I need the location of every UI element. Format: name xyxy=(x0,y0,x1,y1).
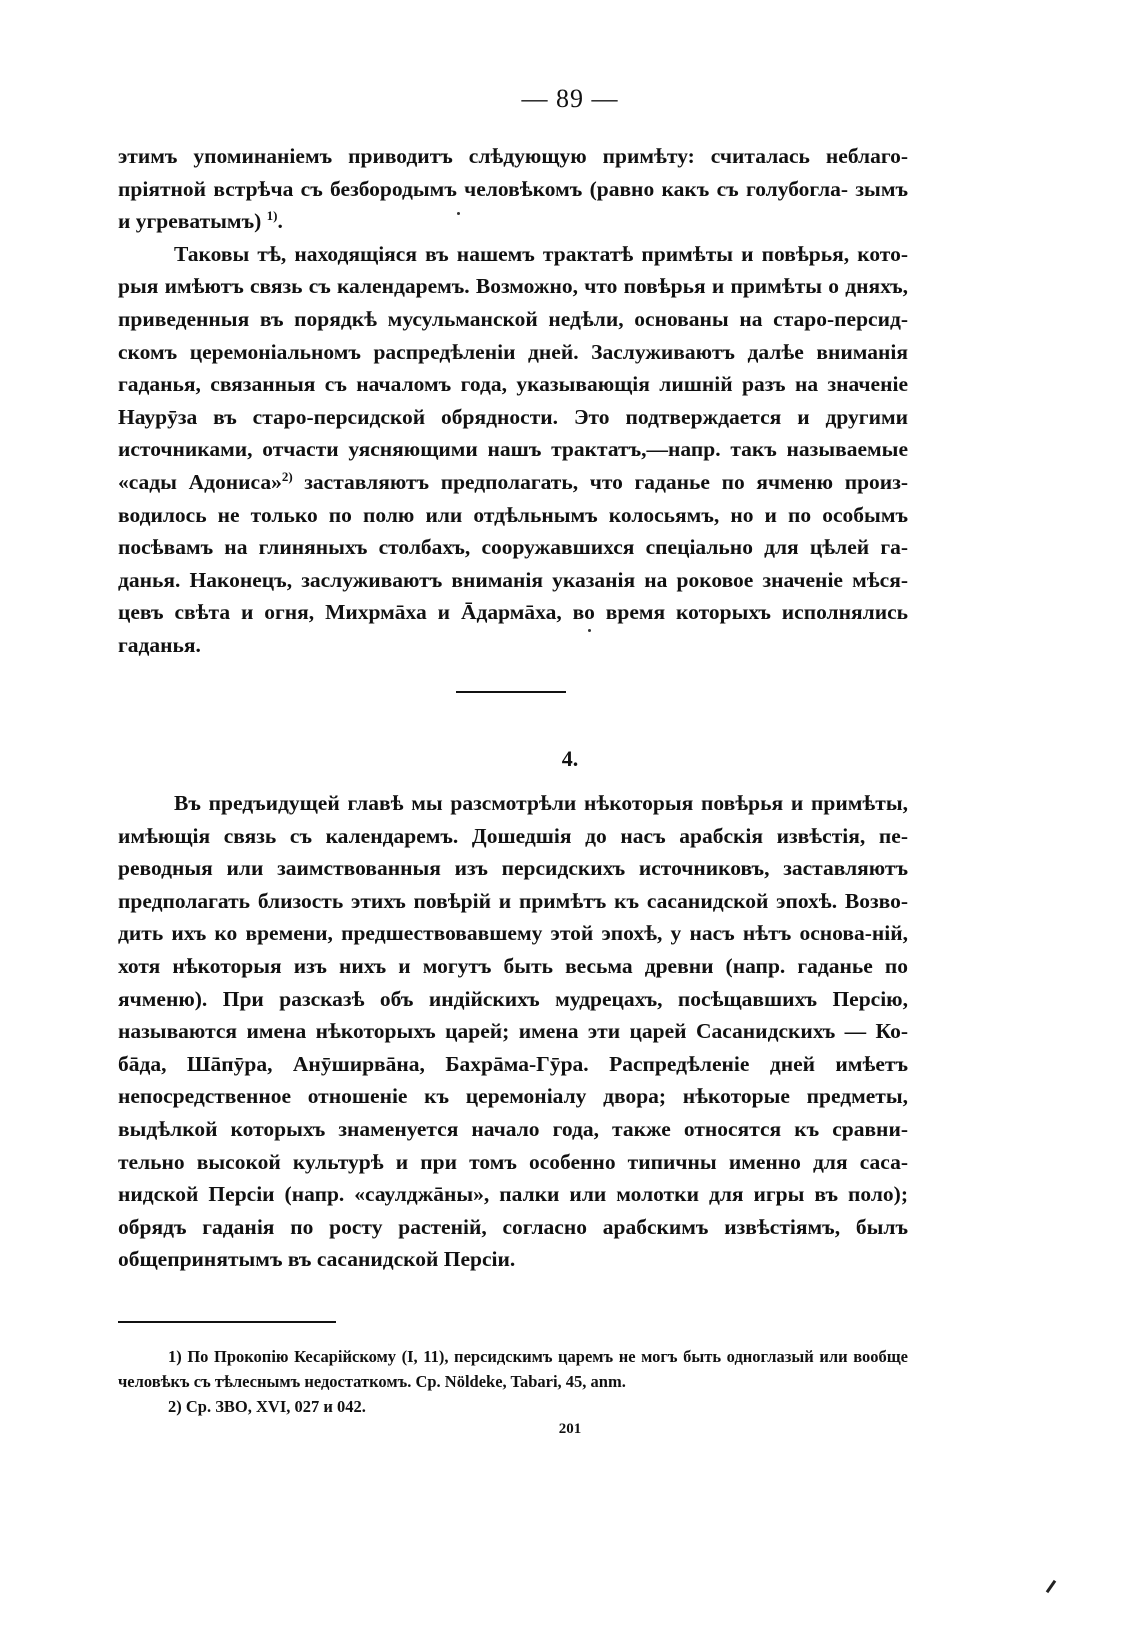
scan-mark xyxy=(1046,1580,1056,1593)
sheet-number: 201 xyxy=(558,1421,582,1437)
scan-speck xyxy=(457,212,460,215)
paragraph-calendar-omens xyxy=(118,238,908,662)
paragraph-line: этимъ упоминаніемъ приводитъ слѣдующую примѣту: считалась неблаго- xyxy=(118,144,908,168)
footnote-ref: 2) xyxy=(281,468,293,484)
paragraph-section-4: Въ предъидущей главѣ мы разсмотрѣли нѣкоторыя повѣрья и примѣты, имѣющія связь съ календаремъ. Дошедшія до насъ арабскія извѣстія, пе-реводныя или заимствованныя изъ персидскихъ источниковъ, заставляютъ предполагать близость этихъ повѣрій и примѣтъ къ сасанидской эпохѣ. Возво-дить ихъ ко времени, предшествовавшему этой эпохѣ, у насъ нѣтъ основа-ній, хотя нѣкоторыя изъ нихъ и могутъ быть весьма древни (напр. гаданье по ячменю). При разсказѣ объ индійскихъ мудрецахъ, посѣщавшихъ Персію, называются имена нѣкоторыхъ царей; имена эти царей Сасанидскихъ — Ко-бāда, Шāпӯра, Анӯширвāна, Бахрāма-Гӯра. Распредѣленіе дней имѣетъ непосредственное отношеніе къ церемоніалу двора; нѣкоторые предметы, выдѣлкой которыхъ знаменуется начало года, также относятся къ сравни-тельно высокой культурѣ и при томъ особенно типичны именно для саса-нидской Персіи (напр. «саулджāны», палки или молотки для игры въ поло); обрядъ гаданія по росту растеній, согласно арабскимъ извѣстіямъ, былъ общепринятымъ въ сасанидской Персіи. xyxy=(118,791,908,1272)
footnote-2: 2) Ср. ЗВО, XVI, 027 и 042. xyxy=(168,1397,366,1416)
paragraph-line: зымъ и угреватымъ) xyxy=(118,176,908,234)
footnotes xyxy=(118,1344,908,1419)
section-separator-rule xyxy=(456,691,566,693)
page-number: — 89 — xyxy=(521,84,619,113)
paragraph-tail: . xyxy=(277,209,283,234)
footnote-1: 1) По Прокопію Кесарійскому (I, 11), персидскимъ царемъ не могъ быть одноглазый или вообще человѣкъ съ тѣлеснымъ недостаткомъ. Ср. Nöldeke, Tabari, 45, anm. xyxy=(118,1347,908,1391)
paragraph-line: пріятной встрѣча съ безбородымъ человѣкомъ (равно какъ съ голубогла- xyxy=(118,176,849,201)
body-text-lower xyxy=(118,787,908,1276)
body-text-upper xyxy=(118,140,908,662)
paragraph-text: заставляютъ предполагать, что гаданье по ячменю произ-водилось не только по полю или отдѣльнымъ колосьямъ, но и по особымъ посѣвамъ на глиняныхъ столбахъ, сооружавшихся спеціально для цѣлей га-данья. Наконецъ, заслуживаютъ вниманія указанія на роковое значеніе мѣся-цевъ свѣта и огня, Михрмāха и Āдармāха, во время которыхъ исполнялись гаданья. xyxy=(118,469,908,657)
paragraph-text: Таковы тѣ, находящіяся въ нашемъ трактатѣ примѣты и повѣрья, кото-рыя имѣютъ связь съ календаремъ. Возможно, что повѣрья и примѣты о дняхъ, приведенныя въ порядкѣ мусульманской недѣли, основаны на старо-персид-скомъ церемоніальномъ распредѣленіи дней. Заслуживаютъ далѣе вниманія гаданья, связанныя съ началомъ года, указывающія лишній разъ на значеніе Наурӯза въ старо-персидской обрядности. Это подтверждается и другими источниками, отчасти уясняющими нашъ трактатъ,—напр. такъ называемые «сады Адониса» xyxy=(118,241,908,494)
section-number: 4. xyxy=(561,746,579,771)
footnote-ref: 1) xyxy=(266,208,278,224)
paragraph-continued xyxy=(118,140,908,238)
scan-speck xyxy=(588,629,591,632)
footnote-rule xyxy=(118,1321,336,1323)
